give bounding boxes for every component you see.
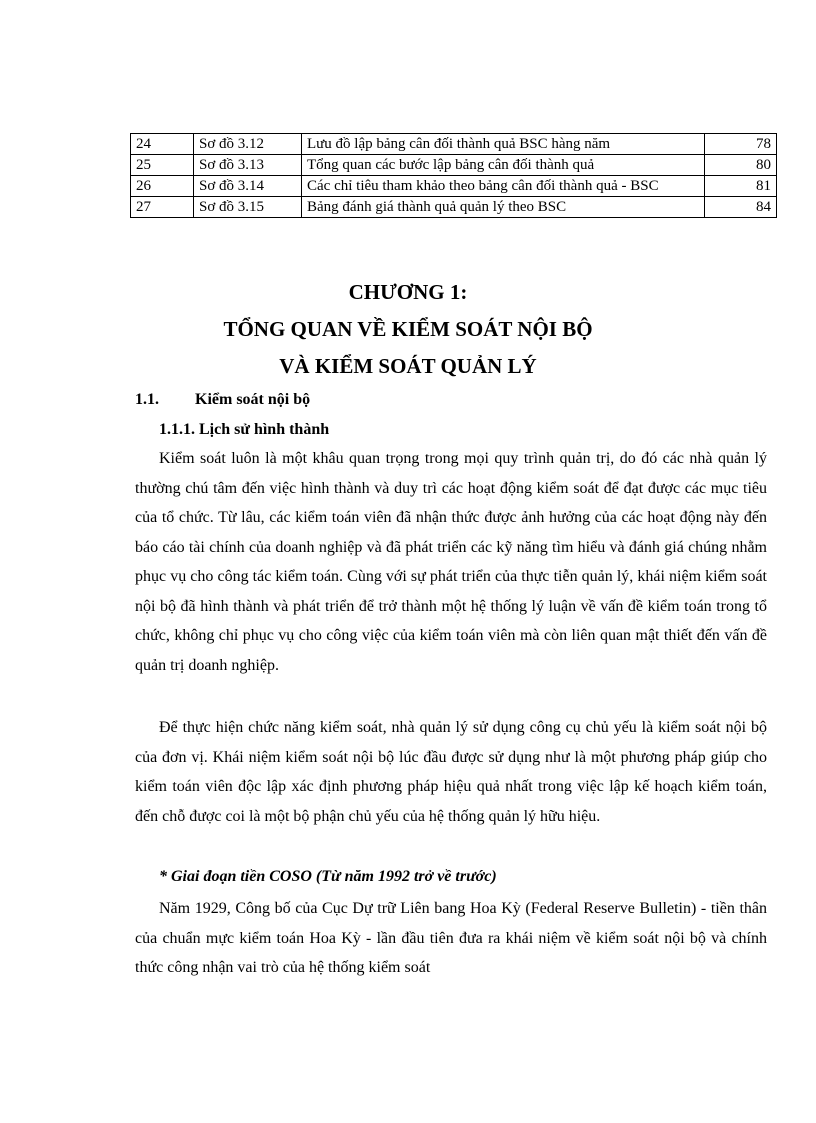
figure-id: Sơ đồ 3.15: [194, 197, 302, 218]
paragraph-history-3: Năm 1929, Công bố của Cục Dự trữ Liên bang Hoa Kỳ (Federal Reserve Bulletin) - tiền thân của chuẩn mực kiểm toán Hoa Kỳ - lần đầu tiên đưa ra khái niệm về kiểm soát nội bộ và chính thức công nhận vai trò của hệ thống kiểm soát: [135, 900, 767, 976]
figure-title: Tổng quan các bước lập bảng cân đối thành quả: [302, 155, 705, 176]
table-row: [131, 134, 777, 155]
row-number: 24: [131, 134, 194, 155]
subsection-title: 1.1.1. Lịch sử hình thành: [159, 421, 330, 438]
chapter-title-line-2: VÀ KIỂM SOÁT QUẢN LÝ: [279, 354, 537, 378]
figure-id: Sơ đồ 3.13: [194, 155, 302, 176]
figure-title: Lưu đồ lập bảng cân đối thành quả BSC hàng năm: [302, 134, 705, 155]
section-title: Kiểm soát nội bộ: [195, 391, 311, 408]
table-row: [131, 155, 777, 176]
figure-title: Bảng đánh giá thành quả quản lý theo BSC: [302, 197, 705, 218]
page-number: 84: [705, 197, 777, 218]
figure-id: Sơ đồ 3.12: [194, 134, 302, 155]
page-number: 78: [705, 134, 777, 155]
row-number: 27: [131, 197, 194, 218]
figure-list-table: [130, 133, 777, 218]
table-row: [131, 197, 777, 218]
page-number: 80: [705, 155, 777, 176]
row-number: 26: [131, 176, 194, 197]
table-row: [131, 176, 777, 197]
row-number: 25: [131, 155, 194, 176]
figure-id: Sơ đồ 3.14: [194, 176, 302, 197]
chapter-title-line-1: TỔNG QUAN VỀ KIỂM SOÁT NỘI BỘ: [223, 317, 593, 341]
section-number: 1.1.: [135, 391, 159, 408]
period-subheading: * Giai đoạn tiền COSO (Từ năm 1992 trở về trước): [159, 868, 497, 885]
paragraph-history-1: Kiểm soát luôn là một khâu quan trọng trong mọi quy trình quản trị, do đó các nhà quản lý thường chú tâm đến việc hình thành và duy trì các hoạt động kiểm soát để đạt được các mục tiêu của tổ chức. Từ lâu, các kiểm toán viên đã nhận thức được ảnh hưởng của các hoạt động này đến báo cáo tài chính của doanh nghiệp và đã phát triển các kỹ năng tìm hiểu và đánh giá chúng nhằm phục vụ cho công tác kiểm toán. Cùng với sự phát triển của thực tiễn quản lý, khái niệm kiểm soát nội bộ đã hình thành và phát triển để trở thành một hệ thống lý luận về vấn đề kiểm toán trong tổ chức, không chỉ phục vụ cho công việc của kiểm toán viên mà còn liên quan mật thiết đến vấn đề quản trị doanh nghiệp.: [135, 450, 767, 674]
page-number: 81: [705, 176, 777, 197]
chapter-number: CHƯƠNG 1:: [348, 280, 468, 304]
paragraph-history-2: Để thực hiện chức năng kiểm soát, nhà quản lý sử dụng công cụ chủ yếu là kiểm soát nội bộ của đơn vị. Khái niệm kiểm soát nội bộ lúc đầu được sử dụng như là một phương pháp giúp cho kiểm toán viên độc lập xác định phương pháp hiệu quả nhất trong việc lập kế hoạch kiểm toán, đến chỗ được coi là một bộ phận chủ yếu của hệ thống quản lý hữu hiệu.: [135, 719, 767, 825]
figure-title: Các chỉ tiêu tham khảo theo bảng cân đối thành quả - BSC: [302, 176, 705, 197]
